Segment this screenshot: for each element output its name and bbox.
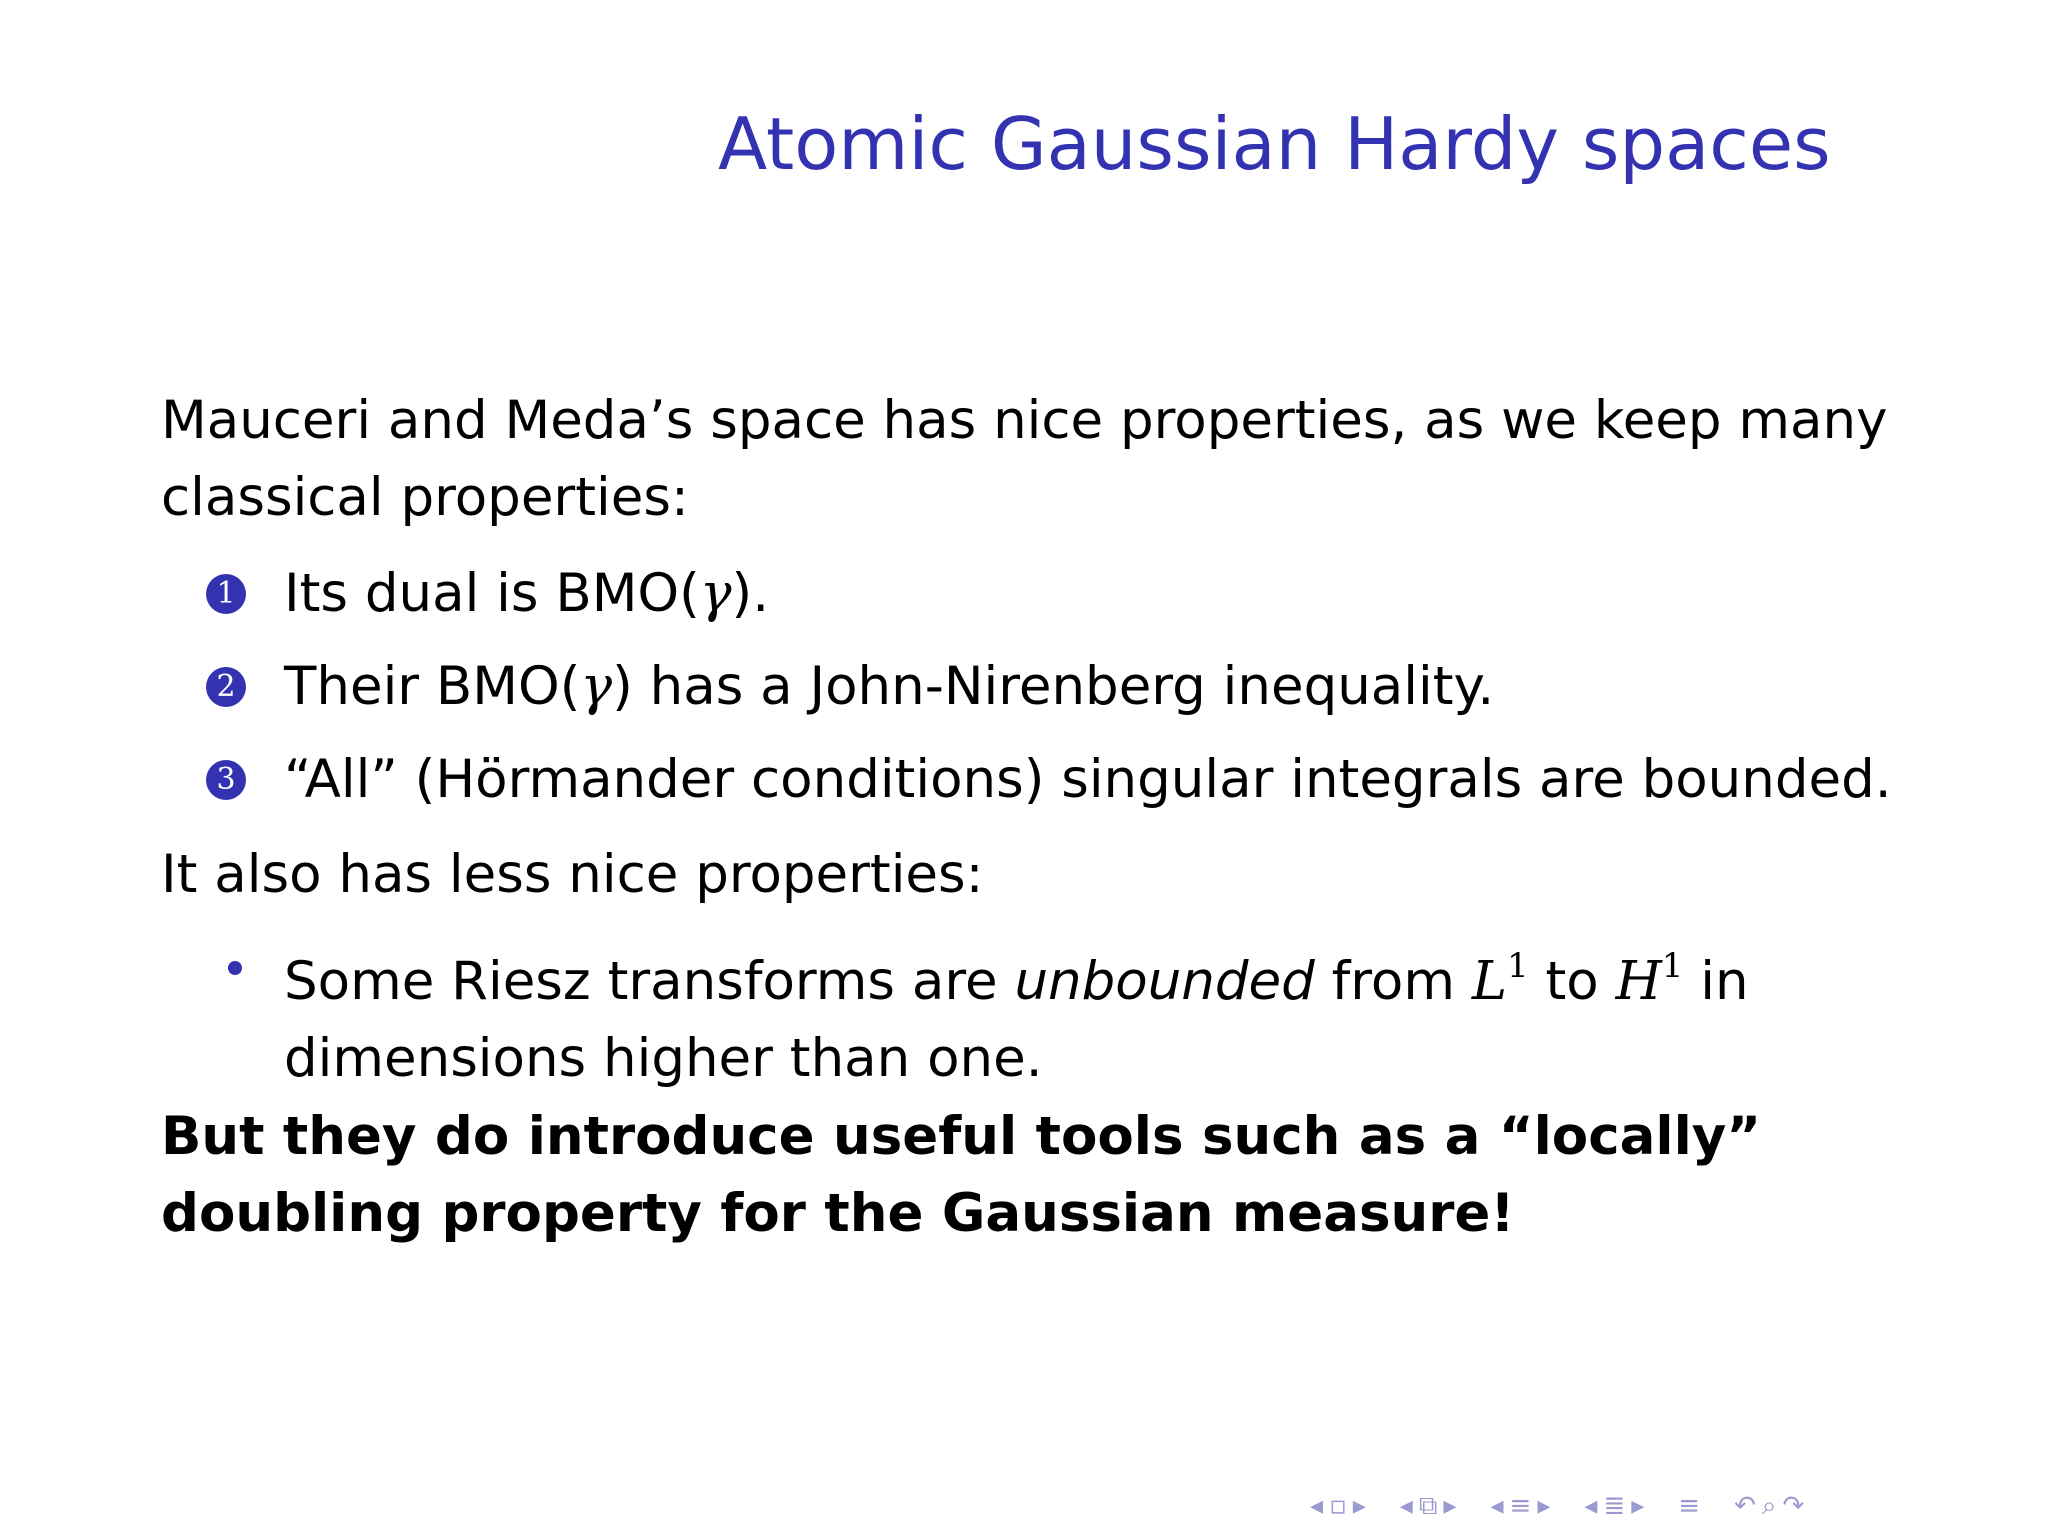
less-nice-heading: It also has less nice properties: — [161, 844, 984, 905]
intro-paragraph — [161, 382, 1887, 536]
enum-number-1: 1 — [206, 574, 246, 614]
enum-number-2: 2 — [206, 667, 246, 707]
nav-search-forward-icon[interactable]: ↷ — [1782, 1491, 1805, 1521]
nav-prev-frame-icon[interactable]: ◂ — [1310, 1491, 1324, 1521]
nav-subsection-icon[interactable]: ⧉ — [1418, 1490, 1438, 1521]
gamma-symbol: γ — [580, 656, 613, 717]
nav-next-section-icon[interactable]: ▸ — [1537, 1491, 1551, 1521]
intro-line-2: classical properties: — [161, 467, 689, 528]
conclusion-line-2: doubling property for the Gaussian measure! — [161, 1183, 1515, 1244]
enum-text-2: Their BMO(γ) has a John-Nirenberg inequality. — [284, 656, 1495, 717]
bullet-line-2: dimensions higher than one. — [284, 1028, 1043, 1089]
bullet-text — [284, 928, 1749, 1097]
beamer-navigation-bar — [1310, 1488, 1804, 1524]
bullet-line-1: Some Riesz transforms are unbounded from $L^1$ to $H^1$ in — [284, 946, 1749, 1012]
enum-text-1: Its dual is BMO(γ). — [284, 563, 770, 624]
slide-title: Atomic Gaussian Hardy spaces — [718, 102, 1831, 186]
intro-line-1: Mauceri and Meda’s space has nice properties, as we keep many — [161, 390, 1888, 451]
nav-next-frame-icon[interactable]: ▸ — [1352, 1491, 1366, 1521]
nav-frame-icon[interactable]: ▫ — [1329, 1491, 1347, 1521]
enum-text-3: “All” (Hörmander conditions) singular integrals are bounded. — [284, 749, 1892, 810]
nav-prev-slide-icon[interactable]: ◂ — [1584, 1491, 1598, 1521]
nav-section-icon[interactable]: ≡ — [1509, 1491, 1532, 1521]
nav-prev-section-icon[interactable]: ◂ — [1490, 1491, 1504, 1521]
nav-prev-subsection-icon[interactable]: ◂ — [1399, 1491, 1413, 1521]
nav-slide-icon[interactable]: ≣ — [1603, 1491, 1626, 1521]
enum-number-3: 3 — [206, 760, 246, 800]
unbounded-emphasis: unbounded — [1014, 951, 1315, 1012]
nav-doc-icon[interactable]: ≡ — [1678, 1491, 1701, 1521]
nav-next-subsection-icon[interactable]: ▸ — [1443, 1491, 1457, 1521]
conclusion-line-1: But they do introduce useful tools such as a “locally” — [161, 1106, 1762, 1167]
conclusion-paragraph — [161, 1098, 1761, 1252]
nav-next-slide-icon[interactable]: ▸ — [1631, 1491, 1645, 1521]
gamma-symbol: γ — [699, 563, 732, 624]
bullet-dot-icon — [228, 961, 242, 975]
nav-search-icon[interactable]: ⌕ — [1761, 1490, 1777, 1521]
nav-search-back-icon[interactable]: ↶ — [1734, 1491, 1756, 1521]
